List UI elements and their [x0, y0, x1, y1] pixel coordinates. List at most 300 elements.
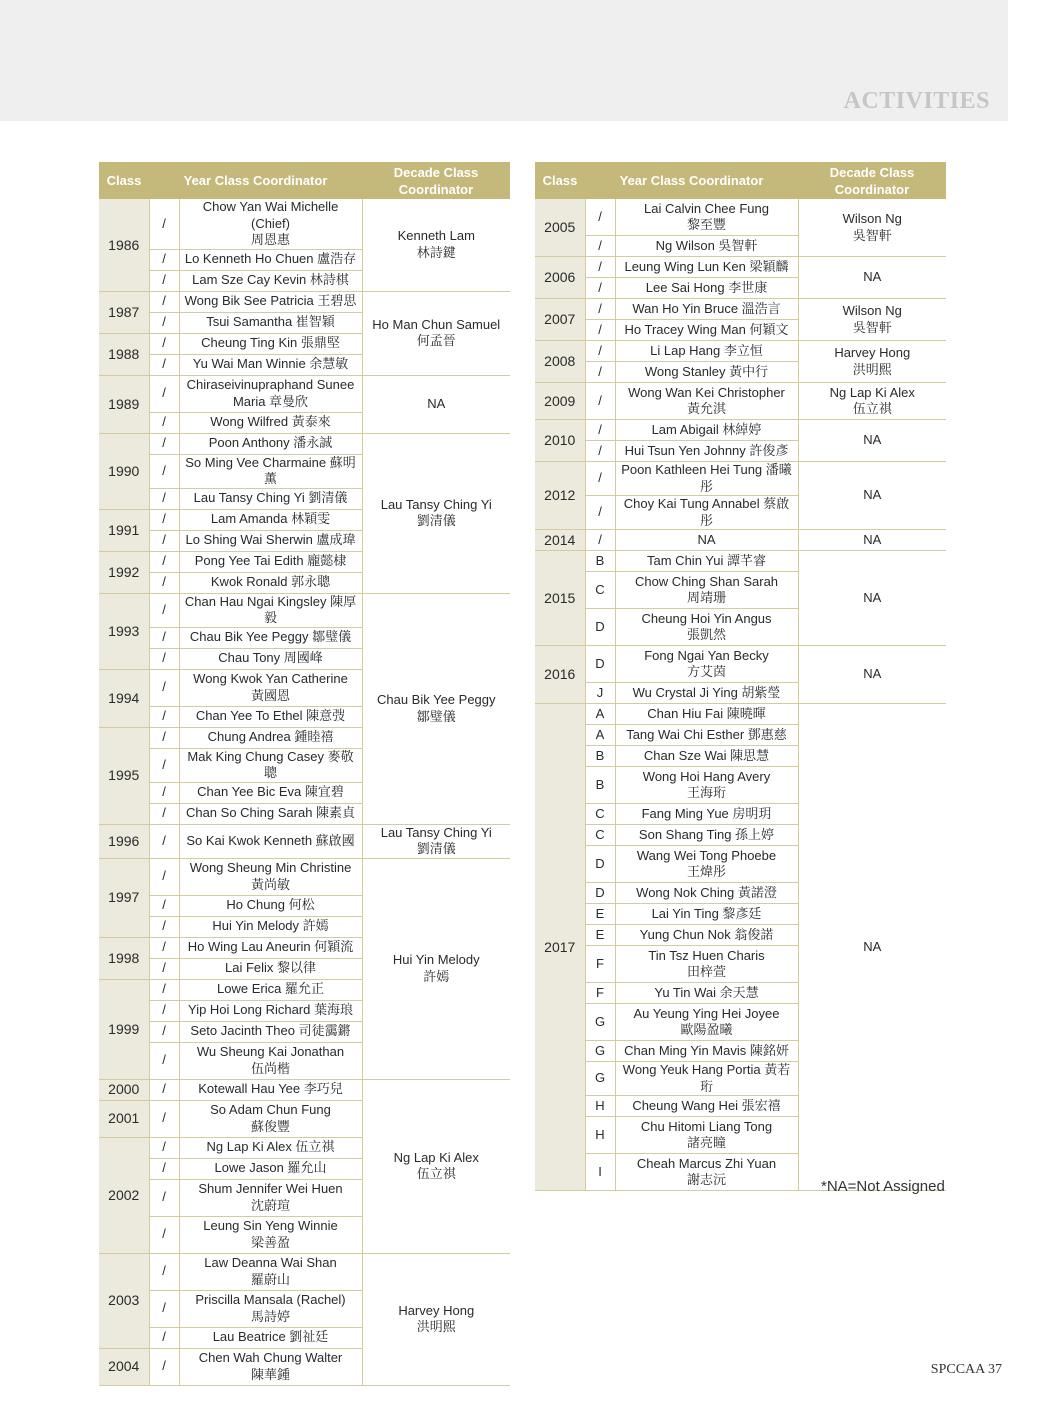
class-year: 1993	[99, 593, 149, 669]
year-coordinator-name	[615, 704, 798, 725]
decade-coordinator-name-en: Ng Lap Ki Alex	[829, 384, 915, 400]
class-year: 1992	[99, 551, 149, 593]
decade-coordinator	[798, 551, 946, 646]
coordinator-name-en: Wong Sheung Min Christine	[189, 860, 352, 875]
decade-coordinator-name-en: Ho Man Chun Samuel	[372, 316, 501, 332]
year-coordinator-name	[615, 572, 798, 609]
year-coordinator-name	[179, 748, 362, 782]
decade-coordinator-name-zh: 何孟晉	[416, 333, 456, 348]
class-year: 1998	[99, 937, 149, 979]
coordinator-name-en: Wong Wan Kei Christopher	[628, 384, 785, 400]
table-row	[99, 375, 510, 412]
coordinator-name-en: Chow Ching Shan Sarah	[634, 573, 779, 589]
coordinator-name-en: Wong Kwok Yan Catherine	[193, 671, 348, 686]
class-section: C	[585, 804, 615, 825]
year-coordinator-name	[179, 1253, 362, 1290]
coordinator-name-en: Yung Chun Nok 翁俊諾	[639, 926, 774, 942]
year-coordinator-name	[179, 199, 362, 249]
class-year: 1990	[99, 433, 149, 509]
coordinator-name-en: Cheung Wang Hei 張宏禧	[632, 1097, 781, 1113]
year-coordinator-name	[179, 1000, 362, 1021]
table-row	[535, 199, 946, 236]
class-year: 2015	[535, 551, 585, 646]
coordinator-name-zh: 陳華鍾	[250, 1366, 290, 1382]
class-section: /	[149, 1290, 179, 1327]
table-row	[535, 383, 946, 420]
coordinator-name-en: Lau Beatrice 劉祉廷	[212, 1329, 329, 1345]
class-section: A	[585, 704, 615, 725]
class-year: 2010	[535, 420, 585, 462]
page-number: 37	[988, 1362, 1002, 1377]
coordinator-name-en: Chu Hitomi Liang Tong	[640, 1118, 773, 1134]
class-section: H	[585, 1096, 615, 1117]
class-section: /	[585, 341, 615, 362]
coordinator-name-en: Chan So Ching Sarah 陳素貞	[185, 805, 356, 821]
coordinator-name-en: Ho Wing Lau Aneurin 何穎流	[187, 939, 354, 955]
table-row	[99, 1253, 510, 1290]
coordinator-name-zh: 王煒彤	[686, 864, 726, 879]
table-row	[535, 646, 946, 683]
decade-coordinator-name-zh: 洪明熙	[852, 361, 892, 377]
class-year: 2006	[535, 257, 585, 299]
coordinator-name-en: Priscilla Mansala (Rachel)	[195, 1292, 346, 1307]
decade-coordinator	[362, 1079, 510, 1253]
table-row	[99, 1079, 510, 1100]
class-section: /	[149, 1327, 179, 1348]
class-section: /	[149, 748, 179, 782]
year-coordinator-name	[615, 496, 798, 530]
decade-coordinator-name-en: NA	[863, 666, 882, 682]
table-row	[99, 858, 510, 895]
class-year: 2017	[535, 704, 585, 1191]
class-section: /	[585, 320, 615, 341]
class-year: 1989	[99, 375, 149, 433]
year-coordinator-name	[615, 1041, 798, 1062]
coordinator-name-en: Yu Tin Wai 余天慧	[654, 984, 759, 1000]
year-coordinator-name	[615, 1117, 798, 1154]
coordinator-name-zh: 黃允淇	[686, 401, 726, 416]
coordinator-name-en: Chan Ming Yin Mavis 陳銘妍	[624, 1042, 789, 1058]
class-section: C	[585, 572, 615, 609]
year-coordinator-name	[615, 1096, 798, 1117]
table-row	[535, 704, 946, 725]
class-section: /	[149, 1348, 179, 1385]
year-coordinator-name	[179, 530, 362, 551]
coordinator-name-zh: 沈蔚瑄	[250, 1197, 290, 1213]
coordinator-name-en: Hui Yin Melody 許嫣	[212, 918, 329, 934]
coordinator-name-zh: 馬詩婷	[250, 1308, 290, 1324]
class-section: /	[149, 916, 179, 937]
coordinator-name-en: Chow Yan Wai Michelle (Chief)	[202, 199, 339, 231]
year-coordinator-name	[179, 1290, 362, 1327]
coordinator-table-left	[99, 162, 510, 1386]
decade-coordinator	[362, 593, 510, 824]
class-year: 1997	[99, 858, 149, 937]
coordinator-name-en: So Adam Chun Fung	[210, 1102, 331, 1117]
coordinator-name-zh: Maria 章曼欣	[232, 393, 309, 409]
class-section: F	[585, 983, 615, 1004]
decade-coordinator-name-zh: 吳智軒	[852, 319, 892, 335]
decade-coordinator-name-en: NA	[863, 938, 882, 954]
coordinator-name-en: Wong Wilfred 黃泰來	[210, 414, 331, 430]
class-year: 1991	[99, 509, 149, 551]
year-coordinator-name	[179, 1042, 362, 1079]
class-year: 2014	[535, 530, 585, 551]
header-coordinator: Year Class Coordinator	[585, 162, 798, 199]
coordinator-name-en: Choy Kai Tung Annabel 蔡啟彤	[623, 496, 790, 528]
coordinator-name-en: Chiraseivinupraphand Sunee	[186, 377, 355, 392]
class-section: B	[585, 746, 615, 767]
class-section: /	[585, 199, 615, 236]
coordinator-name-en: Chau Tony 周國峰	[218, 650, 323, 666]
year-coordinator-name	[179, 551, 362, 572]
year-coordinator-name	[615, 725, 798, 746]
year-coordinator-name	[179, 1137, 362, 1158]
class-section: /	[149, 1158, 179, 1179]
year-coordinator-name	[615, 683, 798, 704]
decade-coordinator	[362, 858, 510, 1079]
coordinator-name-en: Seto Jacinth Theo 司徒靄鏘	[190, 1023, 351, 1039]
year-coordinator-name	[615, 946, 798, 983]
year-coordinator-name	[615, 746, 798, 767]
class-section: G	[585, 1062, 615, 1096]
coordinator-name-en: Lowe Erica 羅允正	[217, 981, 324, 997]
decade-coordinator	[362, 433, 510, 593]
class-section: /	[149, 354, 179, 375]
year-coordinator-name	[179, 916, 362, 937]
decade-coordinator	[798, 383, 946, 420]
class-year: 1996	[99, 824, 149, 858]
class-year: 1995	[99, 727, 149, 824]
year-coordinator-name	[179, 669, 362, 706]
coordinator-name-en: Ho Tracey Wing Man 何穎文	[624, 321, 789, 337]
page-footer	[931, 1362, 1002, 1378]
coordinator-name-en: Shum Jennifer Wei Huen	[198, 1181, 343, 1196]
class-section: /	[149, 199, 179, 249]
header-decade: Decade Class Coordinator	[798, 162, 946, 199]
decade-coordinator	[362, 375, 510, 433]
coordinator-name-en: Fong Ngai Yan Becky	[644, 647, 769, 663]
class-section: /	[149, 782, 179, 803]
header-class: Class	[535, 162, 585, 199]
class-section: /	[149, 1042, 179, 1079]
coordinator-name-zh: 蘇俊豐	[250, 1118, 290, 1134]
class-section: /	[149, 648, 179, 669]
coordinator-name-en: Chan Yee To Ethel 陳意弢	[195, 708, 346, 724]
class-section: /	[585, 496, 615, 530]
coordinator-name-en: Cheah Marcus Zhi Yuan	[636, 1155, 777, 1171]
coordinator-name-en: Poon Kathleen Hei Tung 潘曦彤	[621, 462, 792, 494]
year-coordinator-name	[179, 727, 362, 748]
decade-coordinator-name-zh: 許嫣	[423, 968, 450, 984]
year-coordinator-name	[615, 767, 798, 804]
coordinator-name-en: Chen Wah Chung Walter	[198, 1350, 343, 1365]
coordinator-name-en: Wong Bik See Patricia 王碧思	[184, 293, 357, 309]
class-section: /	[585, 278, 615, 299]
year-coordinator-name	[179, 249, 362, 270]
coordinator-name-en: Law Deanna Wai Shan	[204, 1255, 337, 1270]
class-section: D	[585, 846, 615, 883]
decade-coordinator-name-en: Wilson Ng	[842, 211, 902, 226]
decade-coordinator-name-zh: 劉清儀	[416, 513, 456, 528]
class-section: /	[149, 1253, 179, 1290]
year-coordinator-name	[615, 420, 798, 441]
class-section: /	[149, 551, 179, 572]
decade-coordinator-name-zh: 伍立祺	[852, 401, 892, 416]
year-coordinator-name	[615, 904, 798, 925]
class-section: J	[585, 683, 615, 704]
decade-coordinator-name-en: NA	[863, 487, 882, 503]
class-section: /	[149, 530, 179, 551]
year-coordinator-name	[179, 1021, 362, 1042]
year-coordinator-name	[615, 236, 798, 257]
decade-coordinator-name-zh: 伍立祺	[416, 1166, 456, 1181]
coordinator-name-zh: 伍尚楷	[250, 1060, 290, 1076]
coordinator-name-zh: 方艾茵	[686, 664, 726, 679]
class-section: /	[585, 236, 615, 257]
coordinator-name-zh: 謝志沅	[686, 1172, 726, 1187]
year-coordinator-name	[179, 312, 362, 333]
class-section: /	[149, 333, 179, 354]
decade-coordinator-name-en: NA	[863, 269, 882, 285]
class-section: H	[585, 1117, 615, 1154]
class-section: /	[149, 291, 179, 312]
table-row	[99, 433, 510, 454]
coordinator-name-en: Lai Yin Ting 黎彥廷	[651, 905, 762, 921]
year-coordinator-name	[179, 1079, 362, 1100]
table-row	[99, 199, 510, 249]
year-coordinator-name	[179, 1327, 362, 1348]
coordinator-name-en: Au Yeung Ying Hei Joyee	[633, 1005, 780, 1021]
year-coordinator-name	[179, 375, 362, 412]
class-section: /	[149, 937, 179, 958]
decade-coordinator	[798, 462, 946, 530]
year-coordinator-name	[615, 278, 798, 299]
year-coordinator-name	[615, 925, 798, 946]
year-coordinator-name	[179, 593, 362, 627]
coordinator-name-en: Mak King Chung Casey 麥敬聰	[187, 748, 354, 780]
coordinator-name-en: Lai Calvin Chee Fung	[643, 200, 770, 216]
section-title: ACTIVITIES	[843, 88, 990, 114]
year-coordinator-name	[179, 572, 362, 593]
class-section: /	[585, 420, 615, 441]
year-coordinator-name	[615, 1004, 798, 1041]
class-section: /	[585, 441, 615, 462]
class-section: /	[149, 824, 179, 858]
class-section: F	[585, 946, 615, 983]
year-coordinator-name	[179, 454, 362, 488]
table-row	[99, 291, 510, 312]
year-coordinator-name	[179, 291, 362, 312]
coordinator-name-zh: 張凱然	[686, 627, 726, 642]
class-section: /	[149, 593, 179, 627]
decade-coordinator-name-en: Harvey Hong	[398, 1302, 475, 1318]
table-row	[535, 341, 946, 362]
class-section: /	[149, 1021, 179, 1042]
table-row	[99, 593, 510, 627]
coordinator-name-en: Lam Sze Cay Kevin 林詩棋	[192, 272, 349, 288]
class-section: E	[585, 925, 615, 946]
coordinator-name-en: Leung Wing Lun Ken 梁穎麟	[624, 258, 789, 274]
coordinator-name-zh: 王海珩	[686, 785, 726, 800]
class-section: /	[149, 572, 179, 593]
class-section: /	[149, 1100, 179, 1137]
class-year: 2012	[535, 462, 585, 530]
class-year: 2009	[535, 383, 585, 420]
class-section: /	[149, 979, 179, 1000]
decade-coordinator-name-en: Lau Tansy Ching Yi	[380, 496, 492, 512]
decade-coordinator	[798, 420, 946, 462]
year-coordinator-name	[179, 433, 362, 454]
decade-coordinator	[362, 824, 510, 858]
table-header-row	[99, 162, 510, 199]
year-coordinator-name	[615, 804, 798, 825]
class-section: /	[149, 454, 179, 488]
class-year: 2003	[99, 1253, 149, 1348]
year-coordinator-name	[179, 937, 362, 958]
decade-coordinator-name-en: Ng Lap Ki Alex	[393, 1149, 479, 1165]
class-section: /	[585, 383, 615, 420]
coordinator-name-en: Lowe Jason 羅允山	[214, 1160, 327, 1176]
year-coordinator-name	[179, 1348, 362, 1385]
decade-coordinator-name-en: NA	[427, 395, 446, 411]
class-section: B	[585, 551, 615, 572]
coordinator-name-en: Chan Yee Bic Eva 陳宜碧	[197, 784, 344, 800]
coordinator-name-en: Wu Crystal Ji Ying 胡紫瑩	[632, 684, 781, 700]
year-coordinator-name	[615, 983, 798, 1004]
coordinator-name-zh: 黎至豐	[686, 217, 726, 232]
year-coordinator-name	[179, 1179, 362, 1216]
year-coordinator-name	[179, 1216, 362, 1253]
decade-coordinator	[362, 199, 510, 291]
decade-coordinator	[798, 530, 946, 551]
class-section: /	[149, 669, 179, 706]
class-year: 2005	[535, 199, 585, 257]
coordinator-name-en: Ng Wilson 吳智軒	[655, 237, 758, 253]
coordinator-name-zh: 周恩惠	[250, 232, 290, 247]
year-coordinator-name	[615, 257, 798, 278]
class-year: 2002	[99, 1137, 149, 1253]
class-section: /	[149, 412, 179, 433]
coordinator-name-en: Yu Wai Man Winnie 余慧敏	[192, 356, 349, 372]
class-section: D	[585, 609, 615, 646]
year-coordinator-name	[615, 1154, 798, 1191]
table-row	[535, 530, 946, 551]
coordinator-name-en: Ng Lap Ki Alex 伍立祺	[206, 1139, 335, 1155]
coordinator-name-en: Lee Sai Hong 李世康	[645, 279, 768, 295]
decade-coordinator	[798, 199, 946, 257]
year-coordinator-name	[179, 1100, 362, 1137]
footnote: *NA=Not Assigned	[821, 1178, 945, 1195]
year-coordinator-name	[179, 354, 362, 375]
class-section: C	[585, 825, 615, 846]
decade-coordinator-name-en: Hui Yin Melody	[392, 952, 480, 967]
class-section: /	[149, 958, 179, 979]
year-coordinator-name	[615, 341, 798, 362]
year-coordinator-name	[179, 270, 362, 291]
class-section: /	[149, 375, 179, 412]
coordinator-name-zh: 周靖珊	[686, 590, 726, 605]
header-decade: Decade Class Coordinator	[362, 162, 510, 199]
decade-coordinator-name-zh: 劉清儀	[416, 841, 456, 856]
class-section: B	[585, 767, 615, 804]
coordinator-name-en: Wan Ho Yin Bruce 溫浩言	[632, 300, 781, 316]
class-year: 1987	[99, 291, 149, 333]
coordinator-name-en: Son Shang Ting 孫上婷	[638, 826, 775, 842]
header-class: Class	[99, 162, 149, 199]
year-coordinator-name	[615, 609, 798, 646]
decade-coordinator-name-en: NA	[863, 432, 882, 448]
decade-coordinator-name-en: Wilson Ng	[842, 303, 902, 318]
year-coordinator-name	[179, 509, 362, 530]
class-section: /	[149, 1079, 179, 1100]
year-coordinator-name	[179, 858, 362, 895]
decade-coordinator	[362, 1253, 510, 1385]
coordinator-name-en: Yip Hoi Long Richard 葉海琅	[188, 1002, 353, 1018]
class-section: D	[585, 646, 615, 683]
year-coordinator-name	[179, 706, 362, 727]
class-section: /	[149, 1137, 179, 1158]
year-coordinator-name	[615, 530, 798, 551]
year-coordinator-name	[615, 462, 798, 496]
year-coordinator-name	[179, 1158, 362, 1179]
coordinator-name-en: Chau Bik Yee Peggy 鄒璧儀	[189, 629, 352, 645]
class-year: 2008	[535, 341, 585, 383]
coordinator-name-en: Tang Wai Chi Esther 鄧惠慈	[626, 726, 787, 742]
class-section: /	[585, 530, 615, 551]
class-section: /	[149, 706, 179, 727]
year-coordinator-name	[179, 648, 362, 669]
coordinator-name-en: Lo Kenneth Ho Chuen 盧浩存	[184, 251, 357, 267]
class-section: /	[585, 299, 615, 320]
class-year: 2016	[535, 646, 585, 704]
decade-coordinator	[798, 257, 946, 299]
year-coordinator-name	[615, 383, 798, 420]
class-year: 2000	[99, 1079, 149, 1100]
coordinator-name-en: Chung Andrea 鍾睦禧	[207, 729, 334, 745]
table-row	[99, 824, 510, 858]
class-section: I	[585, 1154, 615, 1191]
decade-coordinator-name-zh: 洪明熙	[416, 1319, 456, 1334]
class-section: /	[149, 433, 179, 454]
decade-coordinator-name-en: Chau Bik Yee Peggy	[376, 692, 496, 707]
year-coordinator-name	[179, 958, 362, 979]
coordinator-name-en: Lo Shing Wai Sherwin 盧成瑋	[185, 532, 356, 548]
coordinator-name-en: Kwok Ronald 郭永聰	[210, 574, 331, 590]
coordinator-name-zh: 梁善盈	[250, 1234, 290, 1250]
coordinator-name-en: So Ming Vee Charmaine 蘇明薫	[185, 454, 356, 486]
class-year: 1986	[99, 199, 149, 291]
class-section: /	[149, 1000, 179, 1021]
coordinator-table-right	[535, 162, 946, 1191]
class-section: /	[149, 509, 179, 530]
coordinator-name-en: Chan Hiu Fai 陳曉暉	[647, 705, 766, 721]
year-coordinator-name	[179, 824, 362, 858]
decade-coordinator	[798, 646, 946, 704]
class-section: /	[149, 1216, 179, 1253]
coordinator-name-zh: 羅蔚山	[250, 1271, 290, 1287]
coordinator-name-zh: 田梓萱	[686, 964, 726, 979]
decade-coordinator-name-zh: 吳智軒	[852, 227, 892, 243]
decade-coordinator-name-en: Harvey Hong	[834, 345, 911, 360]
year-coordinator-name	[615, 1062, 798, 1096]
class-section: /	[149, 858, 179, 895]
coordinator-name-en: Fang Ming Yue 房明玥	[641, 805, 772, 821]
class-section: /	[149, 627, 179, 648]
coordinator-name-en: Chan Hau Ngai Kingsley 陳厚毅	[184, 593, 357, 625]
coordinator-name-en: Wu Sheung Kai Jonathan	[196, 1044, 345, 1059]
coordinator-name-en: Lam Abigail 林綽婷	[651, 421, 762, 437]
